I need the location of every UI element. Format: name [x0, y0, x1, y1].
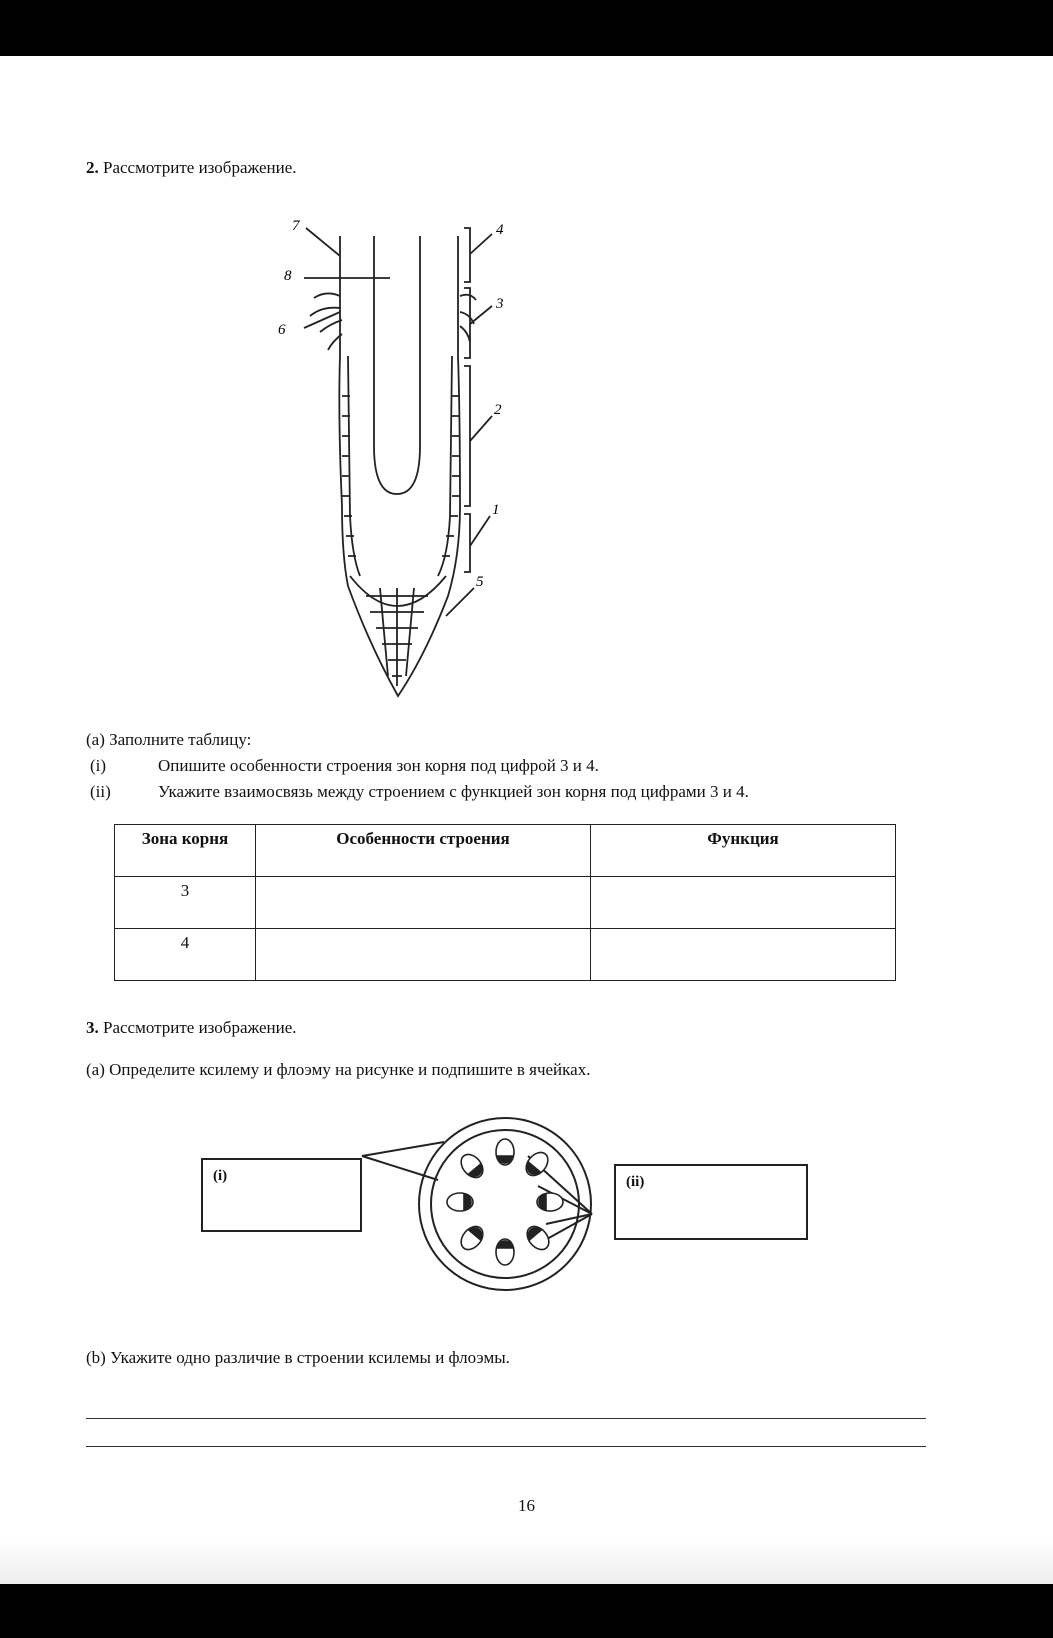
root-tip-diagram — [270, 216, 560, 776]
page-bottom-shadow — [0, 1540, 1053, 1584]
root-label-6: 6 — [278, 322, 286, 338]
q3-number: 3. — [86, 1018, 99, 1037]
root-label-4: 4 — [496, 222, 504, 238]
q2-heading — [86, 158, 297, 178]
q2-number: 2. — [86, 158, 99, 177]
answer-line[interactable] — [86, 1418, 926, 1419]
header-zone: Зона корня — [115, 825, 256, 877]
table-row — [115, 877, 896, 929]
header-structure: Особенности строения — [256, 825, 591, 877]
zone-cell: 3 — [115, 877, 256, 929]
root-label-7: 7 — [292, 218, 300, 234]
q2-item-i-text: Опишите особенности строения зон корня под цифрой 3 и 4. — [158, 756, 599, 775]
root-label-2: 2 — [494, 402, 502, 418]
root-label-5: 5 — [476, 574, 484, 590]
q3-task-a: (a) Определите ксилему и флоэму на рисунке и подпишите в ячейках. — [86, 1060, 591, 1079]
q2-title: Рассмотрите изображение. — [103, 158, 297, 177]
answer-box-ii[interactable] — [614, 1164, 808, 1240]
function-answer-cell[interactable] — [591, 877, 896, 929]
q2-item-ii-text: Укажите взаимосвязь между строением с функцией зон корня под цифрами 3 и 4. — [158, 782, 749, 801]
q2-task-a: (a) Заполните таблицу: — [86, 730, 252, 749]
q2-item-ii-marker: (ii) — [90, 782, 111, 801]
q3-title: Рассмотрите изображение. — [103, 1018, 297, 1037]
answer-box-i[interactable] — [201, 1158, 362, 1232]
zone-cell: 4 — [115, 929, 256, 981]
worksheet-page — [0, 56, 1053, 1584]
q3-heading — [86, 1018, 297, 1038]
answer-box-ii-label: (ii) — [626, 1174, 645, 1190]
structure-answer-cell[interactable] — [256, 929, 591, 981]
table-row — [115, 929, 896, 981]
table-header-row — [115, 825, 896, 877]
answer-line[interactable] — [86, 1446, 926, 1447]
structure-answer-cell[interactable] — [256, 877, 591, 929]
q2-item-i-marker: (i) — [90, 756, 107, 775]
root-label-3: 3 — [496, 296, 504, 312]
q3-task-b: (b) Укажите одно различие в строении ксилемы и флоэмы. — [86, 1348, 510, 1367]
root-zones-table — [114, 824, 896, 981]
bottom-black-bar — [0, 1584, 1053, 1638]
answer-box-i-label: (i) — [213, 1168, 228, 1184]
root-label-8: 8 — [284, 268, 292, 284]
page-number: 16 — [518, 1496, 535, 1515]
header-function: Функция — [591, 825, 896, 877]
root-label-1: 1 — [492, 502, 500, 518]
function-answer-cell[interactable] — [591, 929, 896, 981]
